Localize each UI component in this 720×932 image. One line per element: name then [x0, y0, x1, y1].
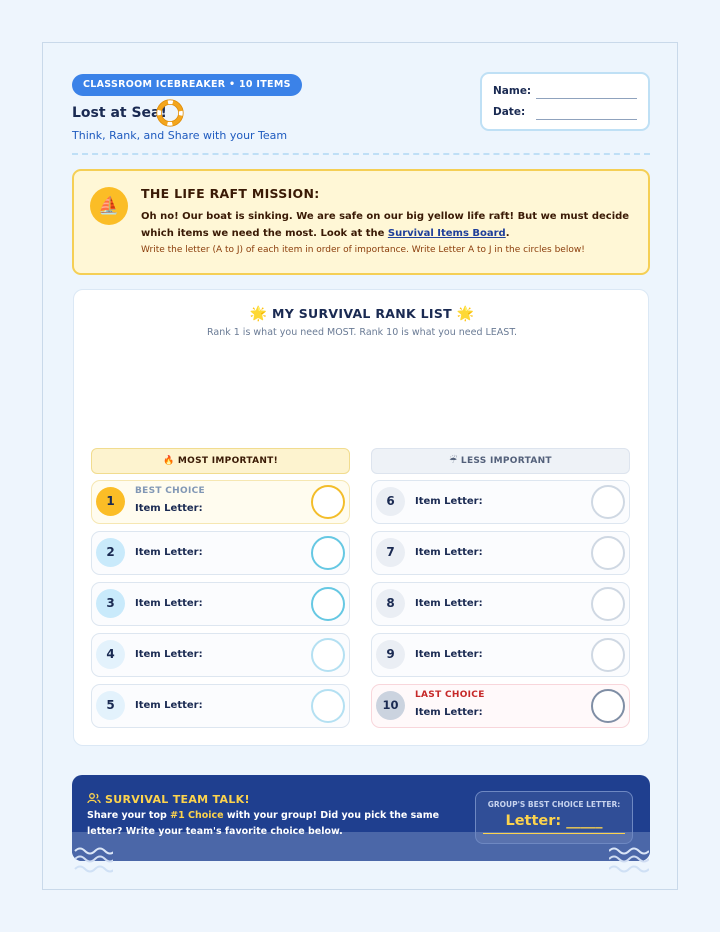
- item-letter-label: Item Letter:: [415, 496, 483, 507]
- wave-icon: [609, 843, 649, 873]
- sparkle-icon: 🌟: [456, 306, 475, 322]
- answer-circle[interactable]: [591, 485, 625, 519]
- answer-circle[interactable]: [311, 638, 345, 672]
- answer-circle[interactable]: [591, 536, 625, 570]
- item-letter-label: Item Letter:: [415, 598, 483, 609]
- name-field[interactable]: [536, 98, 637, 99]
- rank-number: 6: [376, 487, 405, 516]
- date-label: Date:: [493, 106, 526, 118]
- rank-list-card: [73, 289, 649, 746]
- rank-slot-6: [371, 480, 630, 524]
- group-choice-underline: [483, 833, 625, 834]
- answer-circle[interactable]: [311, 689, 345, 723]
- answer-circle[interactable]: [591, 587, 625, 621]
- rank-slot-8: [371, 582, 630, 626]
- mission-panel: [72, 169, 650, 275]
- rank-slot-2: [91, 531, 350, 575]
- answer-circle[interactable]: [311, 485, 345, 519]
- wave-icon: [73, 843, 113, 873]
- rank-slot-1: [91, 480, 350, 524]
- group-choice-box[interactable]: [475, 791, 633, 844]
- mission-text: [141, 208, 638, 242]
- name-date-box: [480, 72, 650, 131]
- name-label: Name:: [493, 85, 532, 97]
- rank-number: 1: [96, 487, 125, 516]
- rank-number: 9: [376, 640, 405, 669]
- worksheet: [42, 42, 678, 890]
- mission-title: THE LIFE RAFT MISSION:: [141, 186, 320, 201]
- item-letter-label: Item Letter:: [135, 503, 203, 514]
- most-important-header: 🔥 MOST IMPORTANT!: [91, 448, 350, 474]
- rank-slot-4: [91, 633, 350, 677]
- last-choice-label: LAST CHOICE: [415, 690, 485, 700]
- rank-number: 3: [96, 589, 125, 618]
- item-letter-label: Item Letter:: [415, 707, 483, 718]
- answer-circle[interactable]: [311, 587, 345, 621]
- less-important-header: ☔ LESS IMPORTANT: [371, 448, 630, 474]
- rank-number: 8: [376, 589, 405, 618]
- rank-list-subtitle: Rank 1 is what you need MOST. Rank 10 is what you need LEAST.: [206, 327, 518, 338]
- best-choice-label: BEST CHOICE: [135, 486, 205, 496]
- rank-number: 2: [96, 538, 125, 567]
- answer-circle[interactable]: [591, 638, 625, 672]
- mission-text-end: .: [505, 228, 510, 239]
- survival-items-board-link[interactable]: Survival Items Board: [387, 228, 506, 239]
- item-letter-label: Item Letter:: [415, 547, 483, 558]
- item-letter-label: Item Letter:: [135, 598, 203, 609]
- page-subtitle: Think, Rank, and Share with your Team: [72, 129, 288, 142]
- rank-slot-7: [371, 531, 630, 575]
- item-letter-label: Item Letter:: [135, 649, 203, 660]
- rank-list-title: MY SURVIVAL RANK LIST: [271, 306, 452, 321]
- rank-number: 7: [376, 538, 405, 567]
- team-talk-title: SURVIVAL TEAM TALK!: [105, 793, 250, 806]
- mission-text-body: Oh no! Our boat is sinking. We are safe on our big yellow life raft! But we must decide which items we need the most. Look at the: [141, 211, 630, 239]
- rank-slot-9: [371, 633, 630, 677]
- team-icon: [87, 793, 101, 804]
- group-choice-caption: GROUP'S BEST CHOICE LETTER:: [487, 800, 621, 809]
- item-letter-label: Item Letter:: [135, 700, 203, 711]
- talk-text-b: with your group! Did you pick the same letter? Write your team's favorite choice below.: [87, 810, 440, 837]
- mission-instruction: Write the letter (A to J) of each item in order of importance. Write Letter A to J in the circles below!: [141, 245, 585, 255]
- rank-number: 5: [96, 691, 125, 720]
- date-field[interactable]: [536, 119, 637, 120]
- answer-circle[interactable]: [311, 536, 345, 570]
- team-talk-panel: [72, 775, 650, 861]
- activity-badge: CLASSROOM ICEBREAKER • 10 ITEMS: [72, 74, 302, 96]
- rank-slot-3: [91, 582, 350, 626]
- answer-circle[interactable]: [591, 689, 625, 723]
- lifebuoy-icon: [156, 99, 184, 127]
- item-letter-label: Item Letter:: [135, 547, 203, 558]
- talk-highlight: #1 Choice: [170, 810, 224, 821]
- sailboat-icon: ⛵: [90, 187, 128, 225]
- rank-number: 10: [376, 691, 405, 720]
- item-letter-label: Item Letter:: [415, 649, 483, 660]
- talk-text-a: Share your top: [87, 810, 171, 821]
- divider: [72, 153, 650, 155]
- rank-slot-5: [91, 684, 350, 728]
- page-title: Lost at Sea!: [72, 105, 167, 121]
- team-talk-text: [87, 808, 473, 840]
- sparkle-icon: 🌟: [249, 306, 268, 322]
- rank-slot-10: [371, 684, 630, 728]
- group-choice-letter: Letter: _____: [505, 813, 603, 829]
- rank-number: 4: [96, 640, 125, 669]
- team-talk-title-row: [87, 793, 250, 806]
- rank-list-title-row: [74, 306, 650, 322]
